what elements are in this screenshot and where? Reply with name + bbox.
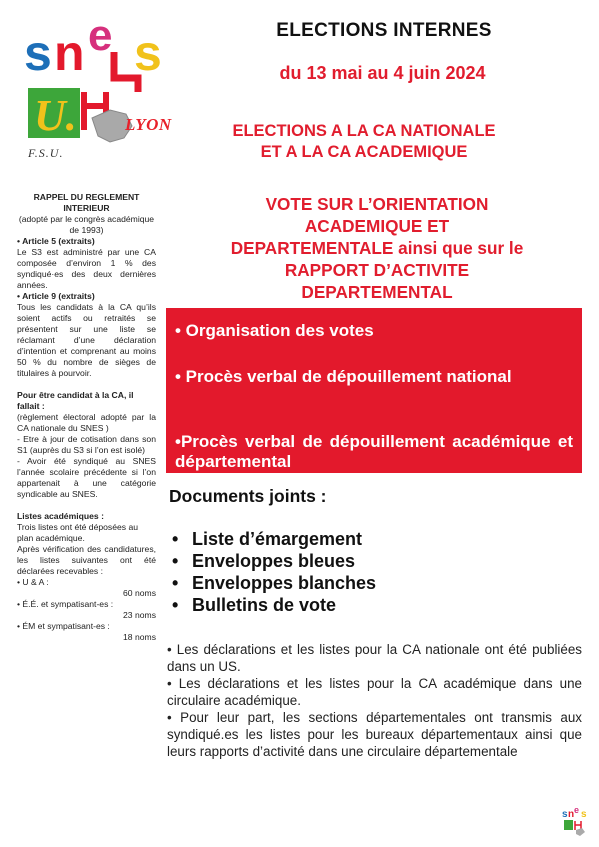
letter-s-blue: s [24,25,52,81]
snes-fsu-lyon-logo [22,18,192,166]
list-2-name: • É.É. et sympatisant-es : [17,599,156,610]
documents-list [172,528,376,616]
candidate-rule-2: - Etre à jour de cotisation dans son S1 (auprès du S3 si l’on est isolé) [17,434,156,455]
elections-title: ELECTIONS INTERNES [276,20,492,41]
candidate-title: Pour être candidat à la CA, il fallait : [17,390,134,411]
small-snes-logo [562,806,588,838]
vote-line-3: DEPARTEMENTALE ainsi que sur le [230,238,524,258]
vote-line-1: VOTE SUR L’ORIENTATION [265,194,489,214]
procedure-item-organisation: • Organisation des votes [175,321,374,340]
article-9-title: • Article 9 (extraits) [17,291,156,302]
list-3-name: • ÉM et sympatisant-es : [17,621,156,632]
fsu-label: F.S.U. [28,146,64,160]
letter-s-yellow: s [134,25,162,81]
lists-after: Après vérification des candidatures, les listes suivantes ont été déclarées recevables : [17,544,156,576]
document-item: • Liste d’émargement [172,528,376,550]
procedure-item-academique: •Procès verbal de dépouillement académique et départemental [175,432,573,471]
documents-title: Documents joints : [169,486,327,506]
article-5-title: • Article 5 (extraits) [17,236,156,247]
lists-title: Listes académiques : [17,511,104,521]
list-3-count: 18 noms [123,632,156,642]
note-departemental: • Pour leur part, les sections départementales ont transmis aux syndiqué.es les listes pour les bureaux départementaux ainsi que leurs rapports d’activité dans une circulaire départementale [167,710,582,759]
vote-line-2: ACADEMIQUE ET [304,216,450,236]
vote-procedure-box [166,308,582,473]
lyon-label: LYON [125,115,172,134]
list-2-count: 23 noms [123,610,156,620]
sidebar-title-1: RAPPEL DU REGLEMENT [33,192,140,202]
document-item: • Bulletins de vote [172,594,376,616]
article-5-text: Le S3 est administré par une CA composée d’environ 1 % des syndiqué·es des deux dernières années. [17,247,156,290]
list-1-name: • U & A : [17,577,156,588]
elections-dates: du 13 mai au 4 juin 2024 [279,63,486,83]
sidebar-adopted: (adopté par le congrès académique de 1993) [18,214,155,235]
vote-heading [172,193,582,303]
ca-line-2: ET A LA CA ACADEMIQUE [260,143,468,161]
note-national: • Les déclarations et les listes pour la CA nationale ont été publiées dans un US. [167,642,582,674]
document-item: • Enveloppes blanches [172,572,376,594]
candidate-rule-1: (règlement électoral adopté par la CA nationale du SNES ) [17,412,156,433]
ca-elections-heading [189,121,539,163]
vote-line-4: RAPPORT D’ACTIVITE [284,260,470,280]
document-item: • Enveloppes bleues [172,550,376,572]
list-1-count: 60 noms [123,588,156,598]
snes-logo-graphic [22,18,192,166]
svg-text:s: s [562,809,568,820]
note-academique: • Les déclarations et les listes pour la CA académique dans une circulaire académique. [167,676,582,708]
letter-u: U. [34,91,77,140]
vote-line-5: DEPARTEMENTAL [301,282,453,302]
ca-line-1: ELECTIONS A LA CA NATIONALE [232,122,496,140]
publication-notes [167,641,582,760]
article-9-text: Tous les candidats à la CA qu’ils soient actifs ou retraités se présentent sur une liste se réclamant d’une déclaration d’intention et comprenant au moins 50 % du nombre de sièges de titulaires à pourvoir. [17,302,156,378]
letter-e-pink: e [88,18,113,60]
procedure-item-national: • Procès verbal de dépouillement national [175,367,512,386]
svg-text:s: s [581,809,587,820]
reglement-sidebar [17,192,156,643]
svg-text:n: n [568,809,575,820]
candidate-rule-3: - Avoir été syndiqué au SNES l’année scolaire précédente si l’on appartenait à une catégorie syndicable au SNES. [17,456,156,499]
sidebar-title-2: INTERIEUR [63,203,110,213]
lists-intro: Trois listes ont été déposées au plan académique. [17,522,139,543]
letter-n-red: n [54,25,85,81]
svg-text:e: e [574,806,580,815]
